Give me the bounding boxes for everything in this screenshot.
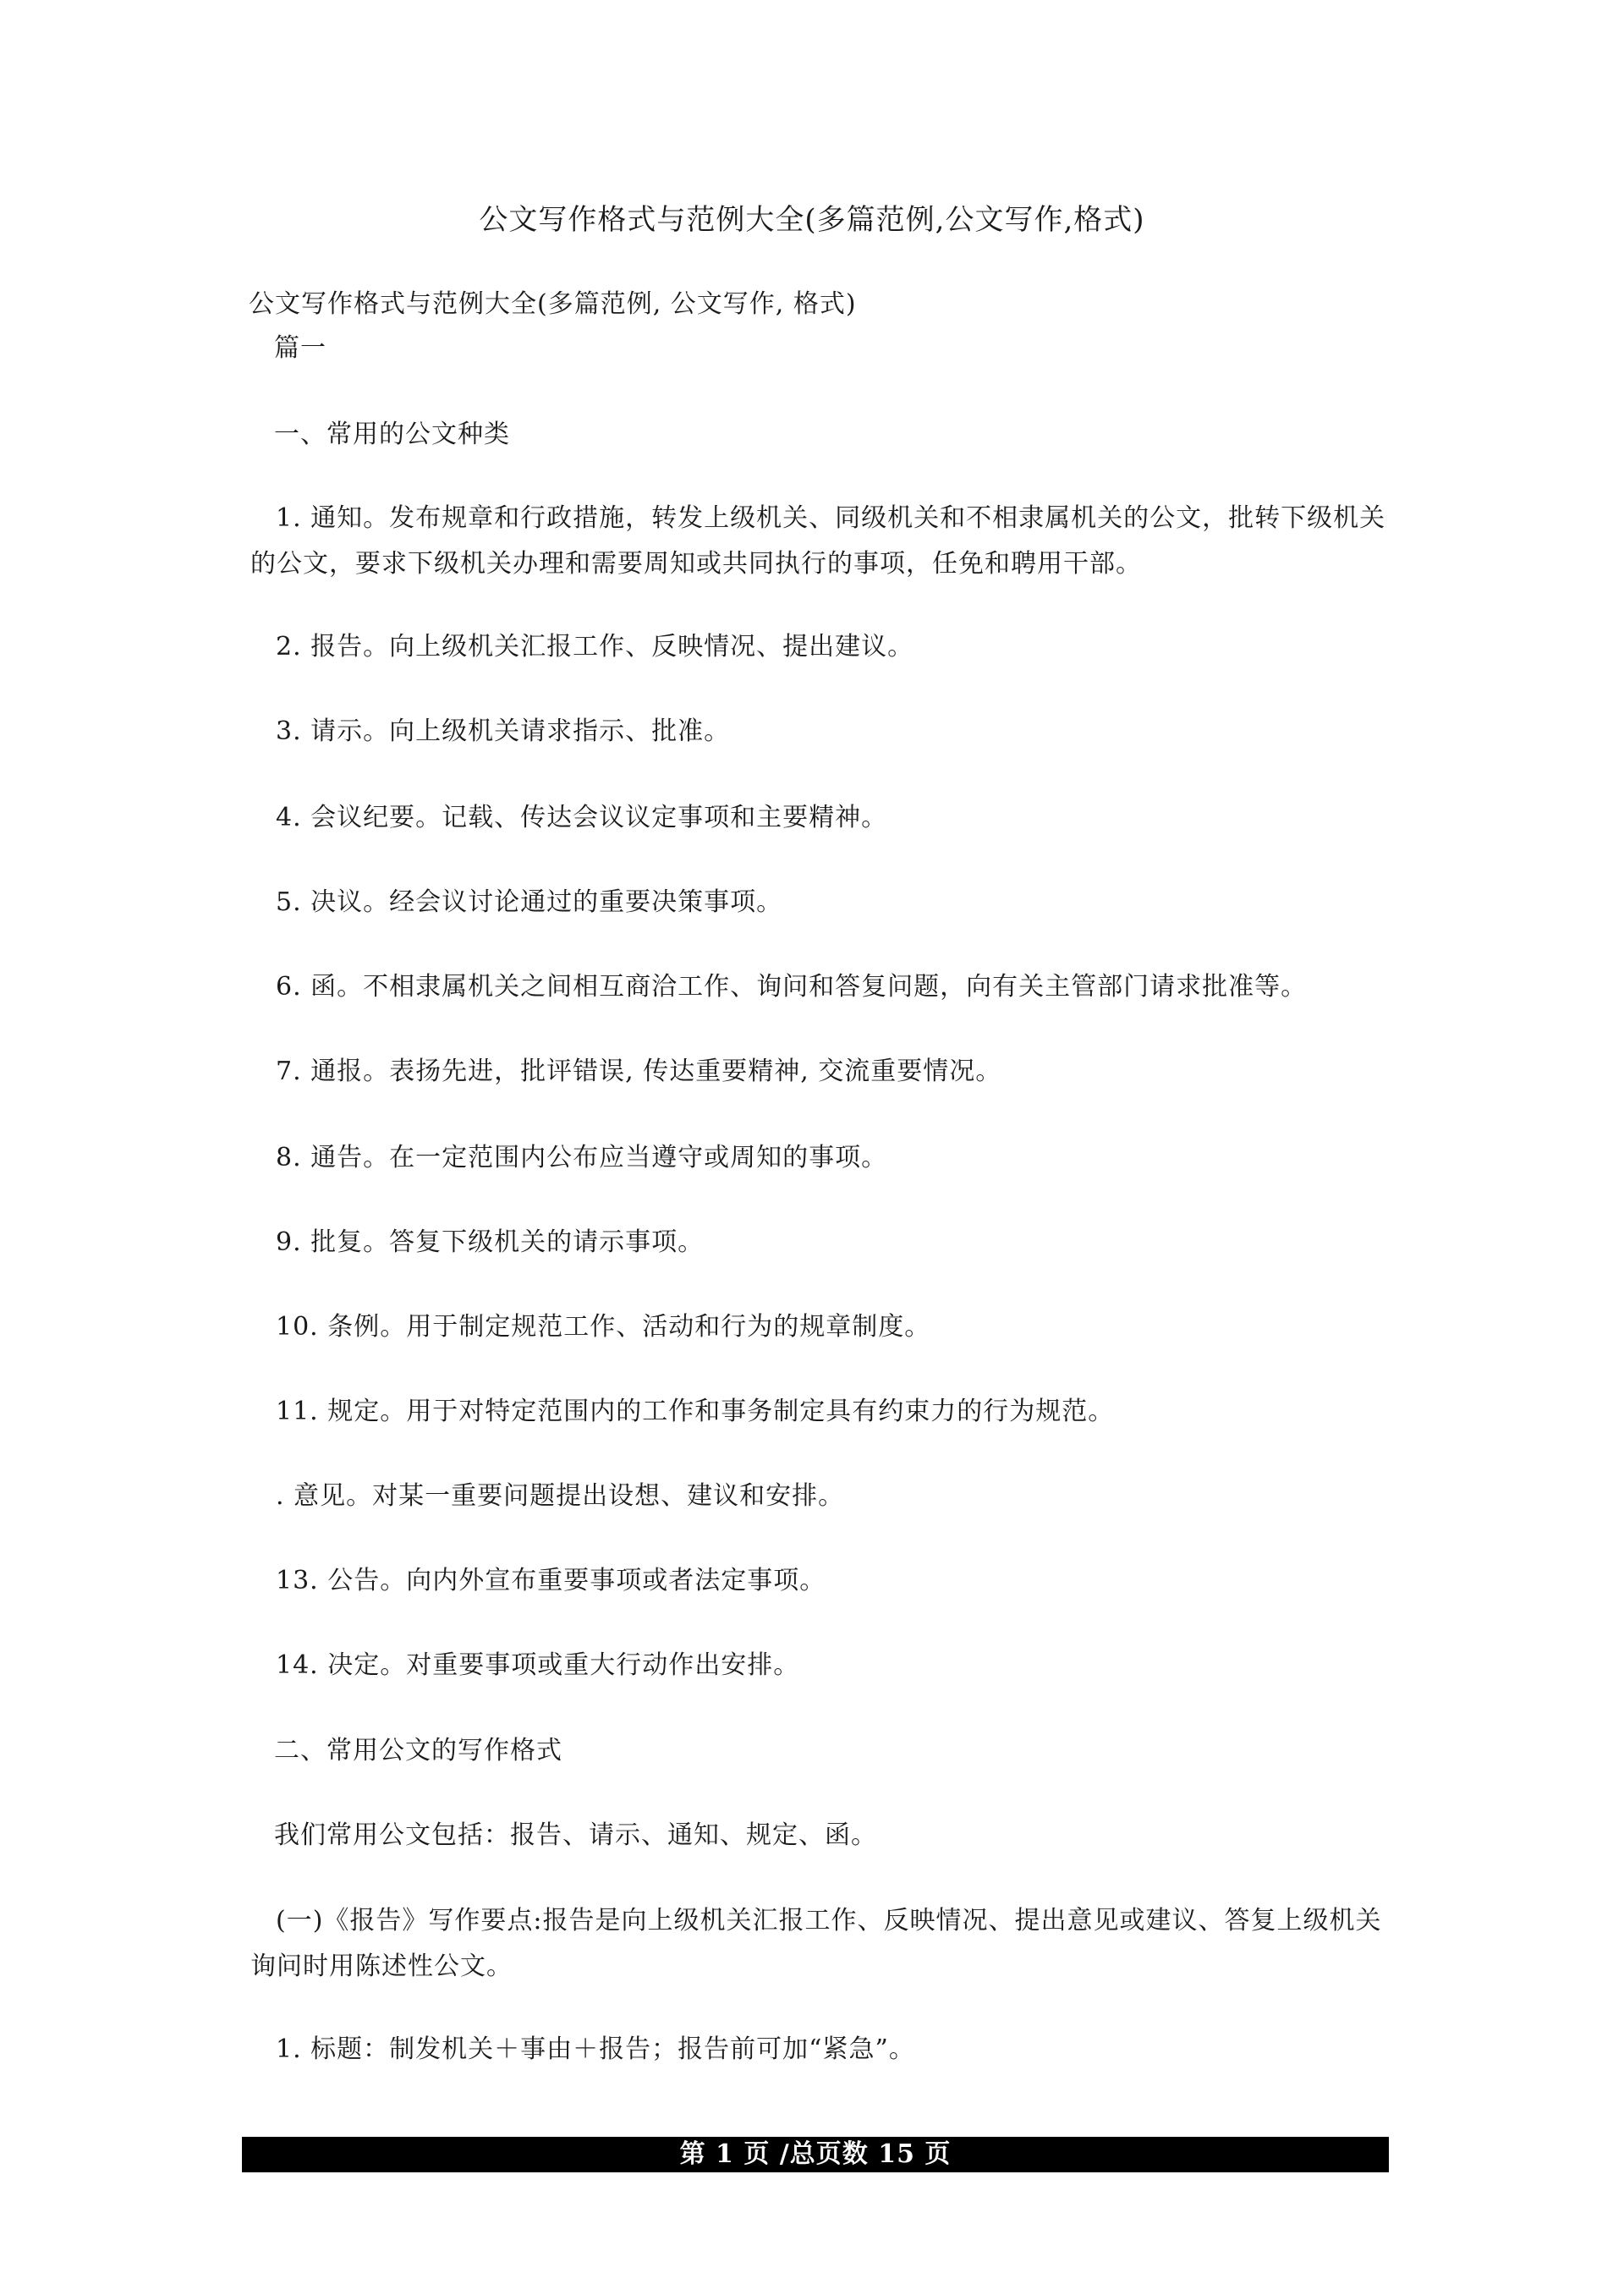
list-item-7: 7. 通报。表扬先进，批评错误, 传达重要精神, 交流重要情况。 — [276, 1057, 1002, 1086]
list-item-6: 6. 函。不相隶属机关之间相互商洽工作、询问和答复问题，向有关主管部门请求批准等。 — [276, 972, 1308, 1002]
list-item-8: 8. 通告。在一定范围内公布应当遵守或周知的事项。 — [276, 1143, 888, 1172]
list-item-4: 4. 会议纪要。记载、传达会议议定事项和主要精神。 — [276, 803, 888, 832]
section-intro: 我们常用公文包括：报告、请示、通知、规定、函。 — [274, 1820, 877, 1850]
list-item-3: 3. 请示。向上级机关请求指示、批准。 — [276, 717, 731, 746]
list-item-2: 2. 报告。向上级机关汇报工作、反映情况、提出建议。 — [276, 632, 914, 662]
list-item-5: 5. 决议。经会议讨论通过的重要决策事项。 — [276, 887, 783, 917]
list-item-9: 9. 批复。答复下级机关的请示事项。 — [276, 1227, 705, 1257]
list-item-10: 10. 条例。用于制定规范工作、活动和行为的规章制度。 — [276, 1312, 931, 1342]
report-title-rule: 1. 标题：制发机关＋事由＋报告；报告前可加“紧急”。 — [276, 2034, 915, 2064]
document-subtitle: 公文写作格式与范例大全(多篇范例, 公文写作, 格式) — [249, 289, 857, 319]
section-heading-2: 二、常用公文的写作格式 — [274, 1736, 562, 1765]
document-title: 公文写作格式与范例大全(多篇范例,公文写作,格式) — [479, 203, 1145, 237]
part-label: 篇一 — [274, 333, 326, 363]
section-heading-1: 一、常用的公文种类 — [274, 420, 510, 449]
list-item-11: 11. 规定。用于对特定范围内的工作和事务制定具有约束力的行为规范。 — [276, 1397, 1115, 1426]
list-item-14: 14. 决定。对重要事项或重大行动作出安排。 — [276, 1650, 800, 1680]
list-item-13: 13. 公告。向内外宣布重要事项或者法定事项。 — [276, 1566, 826, 1595]
report-writing-point: (一)《报告》写作要点:报告是向上级机关汇报工作、反映情况、提出意见或建议、答复上级机关询问时用陈述性公文。 — [250, 1906, 1382, 1981]
list-item-12: . 意见。对某一重要问题提出设想、建议和安排。 — [276, 1481, 845, 1511]
page-footer: 第 1 页 /总页数 15 页 — [242, 2137, 1389, 2172]
list-item-1: 1. 通知。发布规章和行政措施，转发上级机关、同级机关和不相隶属机关的公文，批转下级机关的公文，要求下级机关办理和需要周知或共同执行的事项，任免和聘用干部。 — [250, 503, 1386, 579]
